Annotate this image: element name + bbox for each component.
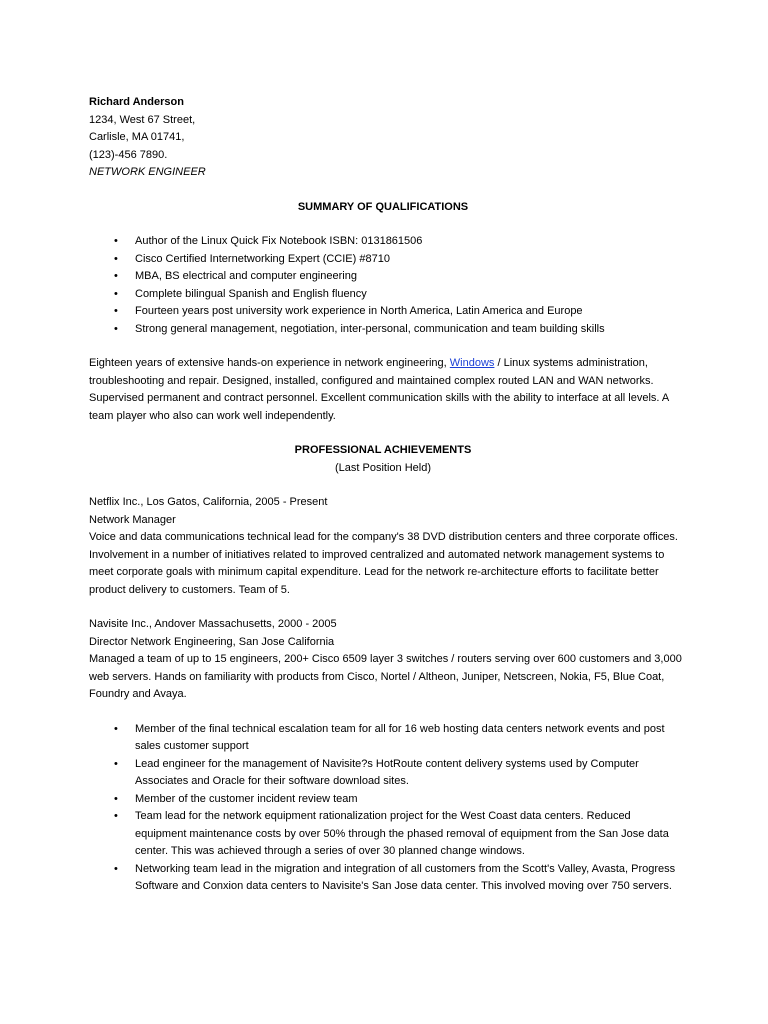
achievements-subheading: (Last Position Held): [335, 461, 431, 474]
job-description: Managed a team of up to 15 engineers, 200+ Cisco 6509 layer 3 switches / routers serving over 600 customers and 3,000 web servers. Hands on familiarity with products from Cisco, Nortel / Altheon, Juniper, Netscreen, Nokia, F5, Blue Coat, Foundry and Avaya.: [89, 653, 682, 700]
job-role: Network Manager: [89, 513, 176, 526]
phone-number: (123)-456 7890.: [89, 148, 168, 161]
list-item: • Networking team lead in the migration and integration of all customers from the Scott's Valley, Avasta, Progress Software and Conxion data centers to Navisite's San Jose data center. This involved moving over 750 servers.: [89, 861, 683, 896]
address-line-2: Carlisle, MA 01741,: [89, 131, 185, 143]
summary-bullet-list: [89, 233, 683, 338]
list-item: • Fourteen years post university work experience in North America, Latin America and Europe: [89, 303, 683, 321]
achievements-heading: PROFESSIONAL ACHIEVEMENTS: [294, 444, 472, 456]
list-item: • Member of the final technical escalation team for all for 16 web hosting data centers network events and post sales customer support: [89, 721, 683, 756]
list-item: • Team lead for the network equipment rationalization project for the West Coast data centers. Reduced equipment maintenance costs by over 50% through the phased removal of equipment from the San Jose data center. This was achieved through a series of over 30 planned change windows.: [89, 808, 683, 861]
summary-heading: SUMMARY OF QUALIFICATIONS: [297, 200, 469, 213]
job-bullet-list: [89, 721, 683, 896]
windows-link[interactable]: Windows: [449, 357, 495, 369]
candidate-name: Richard Anderson: [89, 96, 184, 108]
summary-paragraph: [89, 355, 683, 425]
list-item: • Complete bilingual Spanish and English fluency: [89, 286, 683, 304]
address-line-1: 1234, West 67 Street,: [89, 113, 196, 126]
list-item: • MBA, BS electrical and computer engineering: [89, 268, 683, 286]
list-item: • Lead engineer for the management of Navisite?s HotRoute content delivery systems used by Computer Associates and Oracle for their software download sites.: [89, 756, 683, 791]
job-company: Netflix Inc., Los Gatos, California, 2005 - Present: [89, 496, 328, 508]
job-description: Voice and data communications technical lead for the company's 38 DVD distribution centers and three corporate offices. Involvement in a number of initiatives related to improved centralized and automated network management systems to meet corporate goals with minimum capital expenditure. Lead for the network re-architecture efforts to facilitate better product delivery to customers. Team of 5.: [89, 531, 678, 596]
list-item: • Strong general management, negotiation, inter-personal, communication and team building skills: [89, 321, 683, 339]
list-item: • Member of the customer incident review team: [89, 791, 683, 809]
list-item: • Cisco Certified Internetworking Expert (CCIE) #8710: [89, 251, 683, 269]
resume-content: [89, 94, 683, 896]
job-title: NETWORK ENGINEER: [89, 166, 206, 178]
job-company: Navisite Inc., Andover Massachusetts, 2000 - 2005: [89, 618, 337, 630]
summary-text-start: Eighteen years of extensive hands-on experience in network engineering,: [89, 357, 450, 369]
list-item: • Author of the Linux Quick Fix Notebook ISBN: 0131861506: [89, 233, 683, 251]
job-role: Director Network Engineering, San Jose California: [89, 635, 335, 648]
summary-text-end: / Linux systems administration, troubleshooting and repair. Designed, installed, configured and maintained complex routed LAN and WAN networks. Supervised permanent and contract personnel. Excellent communication skills with the ability to interface at all levels. A team player who also can work well independently.: [89, 357, 669, 422]
